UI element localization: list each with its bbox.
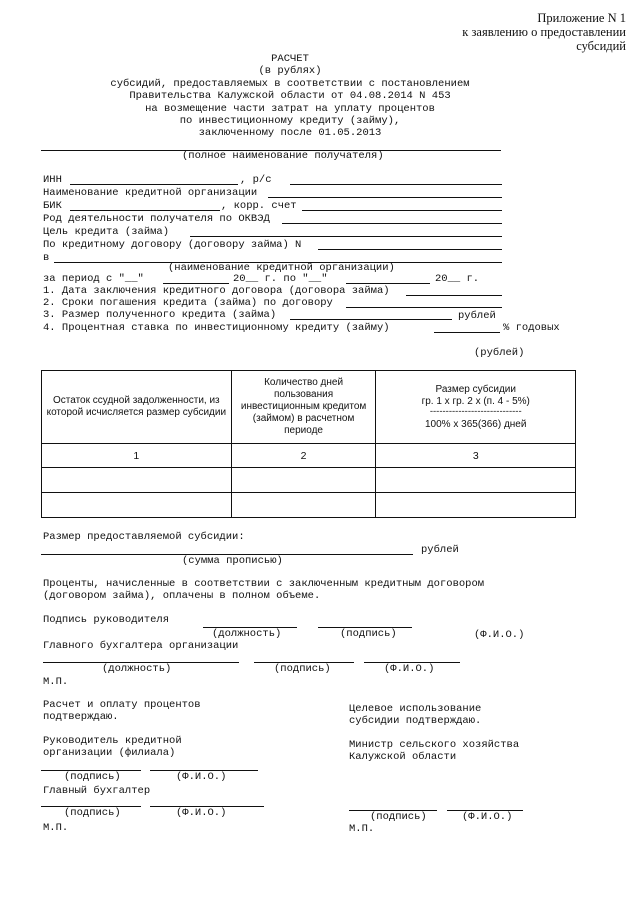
- recipient-caption: (полное наименование получателя): [182, 150, 384, 162]
- table-cell[interactable]: [231, 468, 376, 493]
- bik-label: БИК: [43, 200, 62, 212]
- header-balance: Остаток ссудной задолженности, из которой исчисляется размер субсидии: [42, 371, 232, 444]
- okved-label: Род деятельности получателя по ОКВЭД: [43, 213, 270, 225]
- subsidy-caption: (сумма прописью): [182, 555, 283, 567]
- table-cell[interactable]: [376, 493, 576, 518]
- chief-accountant-label: Главный бухгалтер: [43, 785, 151, 797]
- head-position-caption: (должность): [212, 628, 282, 640]
- subsidy-unit: рублей: [421, 544, 459, 556]
- confirm-right-line-2: субсидии подтверждаю.: [349, 715, 482, 727]
- item-4-label: 4. Процентная ставка по инвестиционному кредиту (займу): [43, 322, 390, 334]
- subsidy-label: Размер предоставляемой субсидии:: [43, 531, 245, 543]
- in-label: в: [43, 252, 50, 264]
- accountant-signature-caption: (подпись): [274, 663, 331, 675]
- head-fio-caption: (Ф.И.О.): [474, 629, 525, 641]
- accountant-label: Главного бухгалтера организации: [43, 640, 239, 652]
- item-3-field[interactable]: [290, 319, 452, 320]
- bank-head-line-2: организации (филиала): [43, 747, 176, 759]
- minister-line-1: Министр сельского хозяйства: [349, 739, 520, 751]
- minister-line-2: Калужской области: [349, 751, 457, 763]
- subsidy-table: [41, 370, 576, 518]
- credit-org-caption: (наименование кредитной организации): [168, 262, 395, 274]
- stamp-mp-1: М.П.: [43, 676, 69, 688]
- header-subsidy: [376, 371, 576, 444]
- appendix-line-2: к заявлению о предоставлении: [462, 25, 626, 39]
- table-header-row: [42, 371, 576, 444]
- title-heading: РАСЧЕТ: [271, 53, 309, 65]
- head-signature-label: Подпись руководителя: [43, 614, 170, 626]
- column-number-1: 1: [42, 444, 232, 468]
- item-2-field[interactable]: [346, 307, 502, 308]
- confirm-right-line-1: Целевое использование: [349, 703, 482, 715]
- rs-field[interactable]: [290, 184, 502, 185]
- item-3-label: 3. Размер полученного кредита (займа): [43, 309, 277, 321]
- period-year2-label: 20__ г.: [435, 273, 480, 285]
- chief-accountant-fio-caption: (Ф.И.О.): [176, 807, 227, 819]
- title-line-2: Правительства Калужской области от 04.08.2014 N 453: [129, 90, 451, 103]
- purpose-label: Цель кредита (займа): [43, 226, 170, 238]
- agreement-label: По кредитному договору (договору займа) N: [43, 239, 302, 251]
- column-number-3: 3: [376, 444, 576, 468]
- title-line-5: заключенному после 01.05.2013: [198, 127, 382, 140]
- table-cell[interactable]: [42, 493, 232, 518]
- title-line-4: по инвестиционному кредиту (займу),: [179, 115, 401, 128]
- okved-field[interactable]: [282, 223, 502, 224]
- credit-org-field[interactable]: [268, 197, 502, 198]
- chief-accountant-signature-caption: (подпись): [64, 807, 121, 819]
- purpose-field[interactable]: [190, 236, 502, 237]
- confirm-left-line-1: Расчет и оплату процентов: [43, 699, 201, 711]
- interest-line-1: Проценты, начисленные в соответствии с заключенным кредитным договором: [43, 578, 485, 590]
- appendix-block: [462, 11, 626, 53]
- rubles-label: (рублей): [474, 347, 525, 359]
- accountant-position-caption: (должность): [102, 663, 172, 675]
- interest-line-2: (договором займа), оплачены в полном объеме.: [43, 590, 321, 602]
- accountant-fio-caption: (Ф.И.О.): [384, 663, 435, 675]
- inn-field[interactable]: [70, 184, 238, 185]
- stamp-mp-2: М.П.: [43, 822, 69, 834]
- bank-head-fio-caption: (Ф.И.О.): [176, 771, 227, 783]
- table-row: [42, 493, 576, 518]
- item-3-unit: рублей: [458, 310, 496, 322]
- column-number-2: 2: [231, 444, 376, 468]
- korr-label: , корр. счет: [221, 200, 297, 212]
- confirm-left-line-2: подтверждаю.: [43, 711, 119, 723]
- bank-head-signature-caption: (подпись): [64, 771, 121, 783]
- table-row: [42, 468, 576, 493]
- bik-field[interactable]: [70, 210, 220, 211]
- title-units: (в рублях): [258, 65, 322, 78]
- table-cell[interactable]: [376, 468, 576, 493]
- head-signature-caption: (подпись): [340, 628, 397, 640]
- rs-label: , р/с: [240, 174, 272, 186]
- header-subsidy-title: Размер субсидии: [435, 383, 516, 395]
- header-subsidy-denominator: 100% x 365(366) дней: [425, 418, 527, 430]
- item-4-field[interactable]: [434, 332, 500, 333]
- appendix-line-3: субсидий: [576, 39, 626, 53]
- item-1-label: 1. Дата заключения кредитного договора (договора займа): [43, 285, 390, 297]
- period-from-field[interactable]: [163, 283, 229, 284]
- agreement-field[interactable]: [318, 249, 502, 250]
- item-1-field[interactable]: [406, 295, 502, 296]
- minister-fio-caption: (Ф.И.О.): [462, 811, 513, 823]
- header-subsidy-divider: -----------------------------: [429, 405, 522, 417]
- inn-label: ИНН: [43, 174, 62, 186]
- credit-org-label: Наименование кредитной организации: [43, 187, 258, 199]
- header-days: Количество дней пользования инвестиционным кредитом (займом) в расчетном периоде: [231, 371, 376, 444]
- table-cell[interactable]: [231, 493, 376, 518]
- appendix-line-1: Приложение N 1: [537, 11, 626, 25]
- period-from-label: за период с "__": [43, 273, 144, 285]
- title-block: [0, 53, 580, 140]
- item-2-label: 2. Сроки погашения кредита (займа) по договору: [43, 297, 333, 309]
- bank-head-line-1: Руководитель кредитной: [43, 735, 182, 747]
- table-cell[interactable]: [42, 468, 232, 493]
- title-line-3: на возмещение части затрат на уплату процентов: [145, 102, 435, 115]
- title-line-1: субсидий, предоставляемых в соответствии с постановлением: [110, 77, 470, 90]
- item-4-unit: % годовых: [503, 322, 560, 334]
- table-number-row: [42, 444, 576, 468]
- minister-signature-caption: (подпись): [370, 811, 427, 823]
- period-to-field[interactable]: [346, 283, 430, 284]
- header-subsidy-formula: гр. 1 x гр. 2 x (п. 4 - 5%): [421, 395, 530, 407]
- korr-field[interactable]: [302, 210, 502, 211]
- stamp-mp-3: М.П.: [349, 823, 375, 835]
- period-year1-label: 20__ г. по "__": [233, 273, 328, 285]
